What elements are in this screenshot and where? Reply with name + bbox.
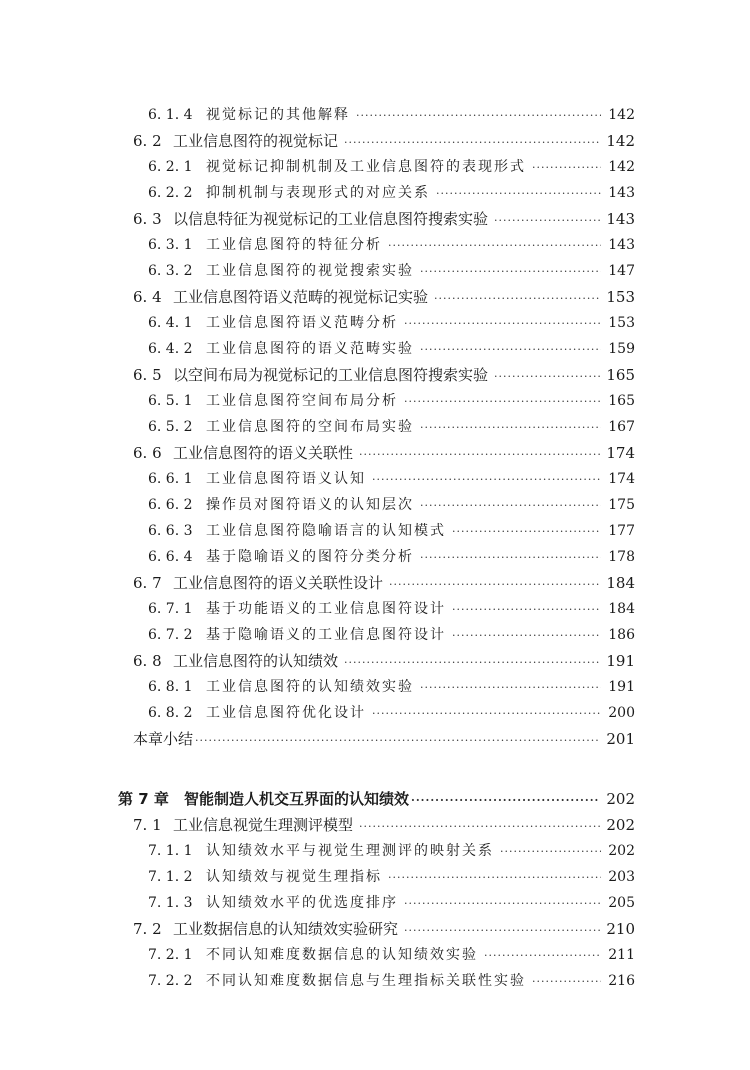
- dot-leader: [359, 442, 600, 466]
- section-number: 6. 2: [133, 132, 162, 150]
- section-number: 6. 5: [133, 366, 162, 384]
- section-number: 6. 7. 1: [148, 601, 193, 617]
- dot-leader: [356, 103, 601, 128]
- toc-entry[interactable]: [148, 838, 635, 864]
- page-number: 210: [606, 920, 635, 938]
- toc-entry[interactable]: [148, 518, 635, 544]
- dot-leader: [404, 389, 601, 414]
- section-title: 认知绩效水平与视觉生理测评的映射关系: [206, 843, 494, 859]
- dot-leader: [404, 311, 601, 336]
- toc-entry[interactable]: [148, 258, 635, 284]
- section-number: 7. 1: [133, 816, 162, 834]
- toc-entry[interactable]: [148, 674, 635, 700]
- toc-entry[interactable]: [148, 622, 635, 648]
- section-title: 基于隐喻语义的图符分类分析: [206, 549, 414, 565]
- page-number: 143: [606, 210, 635, 228]
- section-title: 工业信息图符的视觉搜索实验: [206, 263, 414, 279]
- section-title: 工业信息视觉生理测评模型: [173, 816, 354, 834]
- section-number: 6. 6. 3: [148, 523, 193, 539]
- section-title: 工业信息图符的特征分析: [206, 237, 382, 253]
- section-number: 7. 1. 2: [148, 869, 193, 885]
- section-number: 7. 2. 2: [148, 973, 193, 989]
- toc-entry[interactable]: [148, 154, 635, 180]
- toc-entry[interactable]: [148, 492, 635, 518]
- section-number: 6. 7: [133, 574, 162, 592]
- page-number: 174: [606, 444, 635, 462]
- toc-entry[interactable]: [133, 570, 635, 596]
- section-title: 工业信息图符优化设计: [206, 705, 366, 721]
- dot-leader: [484, 943, 601, 968]
- toc-entry[interactable]: [148, 544, 635, 570]
- toc-entry[interactable]: [148, 890, 635, 916]
- toc-chapter-entry[interactable]: [118, 786, 635, 812]
- section-number: 7. 2. 1: [148, 947, 193, 963]
- section-number: 6. 6: [133, 444, 162, 462]
- section-number: 6. 8: [133, 652, 162, 670]
- page-number: 175: [608, 497, 635, 513]
- section-number: 6. 4. 2: [148, 341, 193, 357]
- toc-entry[interactable]: [148, 336, 635, 362]
- section-number: 6. 3. 1: [148, 237, 193, 253]
- dot-leader: [420, 545, 601, 570]
- dot-leader: [452, 519, 601, 544]
- page-number: 143: [608, 185, 635, 201]
- section-number: 6. 8. 1: [148, 679, 193, 695]
- dot-leader: [420, 493, 601, 518]
- toc-entry[interactable]: [148, 466, 635, 492]
- page-number: 191: [606, 652, 635, 670]
- dot-leader: [434, 286, 600, 310]
- dot-leader: [359, 814, 600, 838]
- section-title: 视觉标记抑制机制及工业信息图符的表现形式: [206, 159, 526, 175]
- section-title: 不同认知难度数据信息与生理指标关联性实验: [206, 973, 526, 989]
- section-title: 工业信息图符语义范畴分析: [206, 315, 398, 331]
- page-number: 202: [606, 790, 635, 808]
- section-title: 工业信息图符语义范畴的视觉标记实验: [173, 288, 429, 306]
- page-number: 200: [608, 705, 635, 721]
- page-number: 143: [608, 237, 635, 253]
- toc-entry[interactable]: [148, 310, 635, 336]
- page-number: 201: [606, 730, 635, 748]
- page-number: 142: [608, 159, 635, 175]
- section-title: 工业信息图符隐喻语言的认知模式: [206, 523, 446, 539]
- toc-entry[interactable]: [133, 284, 635, 310]
- page-number: 153: [606, 288, 635, 306]
- page-number: 184: [608, 601, 635, 617]
- page-number: 142: [606, 132, 635, 150]
- dot-leader: [500, 839, 601, 864]
- page-number: 211: [608, 947, 635, 963]
- toc-entry[interactable]: [133, 916, 635, 942]
- dot-leader: [388, 865, 601, 890]
- dot-leader: [372, 701, 601, 726]
- toc-entry[interactable]: [133, 206, 635, 232]
- dot-leader: [494, 208, 600, 232]
- toc-entry[interactable]: [148, 700, 635, 726]
- section-title: 认知绩效水平的优选度排序: [206, 895, 398, 911]
- dot-leader: [436, 181, 601, 206]
- page-number: 191: [608, 679, 635, 695]
- dot-leader: [389, 572, 600, 596]
- page-number: 202: [608, 843, 635, 859]
- page-number: 186: [608, 627, 635, 643]
- section-number: 6. 8. 2: [148, 705, 193, 721]
- section-title: 以信息特征为视觉标记的工业信息图符搜索实验: [173, 210, 489, 228]
- section-title: 工业信息图符的认知绩效实验: [206, 679, 414, 695]
- page-number: 142: [608, 107, 635, 123]
- section-title: 操作员对图符语义的认知层次: [206, 497, 414, 513]
- page-number: 147: [608, 263, 635, 279]
- section-title: 以空间布局为视觉标记的工业信息图符搜索实验: [173, 366, 489, 384]
- dot-leader: [494, 364, 600, 388]
- dot-leader: [404, 918, 600, 942]
- dot-leader: [452, 623, 601, 648]
- section-title: 工业信息图符的认知绩效: [173, 652, 339, 670]
- section-number: 7. 1. 1: [148, 843, 193, 859]
- section-title: 工业信息图符的空间布局实验: [206, 419, 414, 435]
- page-number: 205: [608, 895, 635, 911]
- section-title: 工业数据信息的认知绩效实验研究: [173, 920, 399, 938]
- dot-leader: [195, 728, 600, 752]
- section-number: 7. 1. 3: [148, 895, 193, 911]
- toc-entry[interactable]: [148, 102, 635, 128]
- section-title: 抑制机制与表现形式的对应关系: [206, 185, 430, 201]
- dot-leader: [420, 337, 601, 362]
- toc-entry[interactable]: [148, 864, 635, 890]
- section-title: 认知绩效与视觉生理指标: [206, 869, 382, 885]
- section-number: 6. 4: [133, 288, 162, 306]
- section-number: 6. 6. 1: [148, 471, 193, 487]
- section-number: 6. 7. 2: [148, 627, 193, 643]
- section-number: 6. 4. 1: [148, 315, 193, 331]
- page-number: 177: [608, 523, 635, 539]
- page-number: 167: [608, 419, 635, 435]
- dot-leader: [420, 415, 601, 440]
- section-title: 工业信息图符的语义范畴实验: [206, 341, 414, 357]
- dot-leader: [411, 788, 600, 812]
- section-number: 6. 2. 2: [148, 185, 193, 201]
- section-number: 6. 2. 1: [148, 159, 193, 175]
- section-title: 基于功能语义的工业信息图符设计: [206, 601, 446, 617]
- toc-entry[interactable]: [133, 440, 635, 466]
- dot-leader: [372, 467, 601, 492]
- section-number: 6. 1. 4: [148, 107, 193, 123]
- section-title: 工业信息图符的语义关联性: [173, 444, 354, 462]
- page-number: 153: [608, 315, 635, 331]
- page-number: 216: [608, 973, 635, 989]
- page-number: 165: [608, 393, 635, 409]
- section-title: 本章小结: [133, 730, 194, 748]
- toc-entry[interactable]: [148, 596, 635, 622]
- section-title: 视觉标记的其他解释: [206, 107, 350, 123]
- dot-leader: [420, 675, 601, 700]
- page-number: 184: [606, 574, 635, 592]
- section-title: 工业信息图符的视觉标记: [173, 132, 339, 150]
- page-number: 178: [608, 549, 635, 565]
- section-number: 7. 2: [133, 920, 162, 938]
- section-number: 6. 6. 4: [148, 549, 193, 565]
- section-number: 6. 5. 1: [148, 393, 193, 409]
- page-number: 159: [608, 341, 635, 357]
- section-number: 6. 3: [133, 210, 162, 228]
- section-title: 工业信息图符空间布局分析: [206, 393, 398, 409]
- toc-entry[interactable]: [133, 648, 635, 674]
- section-title: 基于隐喻语义的工业信息图符设计: [206, 627, 446, 643]
- dot-leader: [532, 969, 601, 994]
- toc-entry[interactable]: [148, 232, 635, 258]
- toc-entry[interactable]: [148, 942, 635, 968]
- toc-entry[interactable]: [148, 968, 635, 994]
- dot-leader: [344, 650, 600, 674]
- chapter-title: 智能制造人机交互界面的认知绩效: [184, 790, 410, 808]
- toc-entry[interactable]: [133, 726, 635, 752]
- page-number: 203: [608, 869, 635, 885]
- dot-leader: [532, 155, 601, 180]
- toc-entry[interactable]: [133, 812, 635, 838]
- section-number: 6. 3. 2: [148, 263, 193, 279]
- dot-leader: [420, 259, 601, 284]
- toc-entry[interactable]: [148, 180, 635, 206]
- page-number: 174: [608, 471, 635, 487]
- section-title: 工业信息图符的语义关联性设计: [173, 574, 384, 592]
- toc-entry[interactable]: [133, 362, 635, 388]
- chapter-number: 第 7 章: [118, 790, 169, 808]
- dot-leader: [452, 597, 601, 622]
- dot-leader: [344, 130, 600, 154]
- section-title: 工业信息图符语义认知: [206, 471, 366, 487]
- dot-leader: [388, 233, 601, 258]
- page-number: 202: [606, 816, 635, 834]
- page-number: 165: [606, 366, 635, 384]
- section-title: 不同认知难度数据信息的认知绩效实验: [206, 947, 478, 963]
- section-number: 6. 5. 2: [148, 419, 193, 435]
- toc-entry[interactable]: [148, 388, 635, 414]
- dot-leader: [404, 891, 601, 916]
- toc-entry[interactable]: [133, 128, 635, 154]
- section-number: 6. 6. 2: [148, 497, 193, 513]
- toc-entry[interactable]: [148, 414, 635, 440]
